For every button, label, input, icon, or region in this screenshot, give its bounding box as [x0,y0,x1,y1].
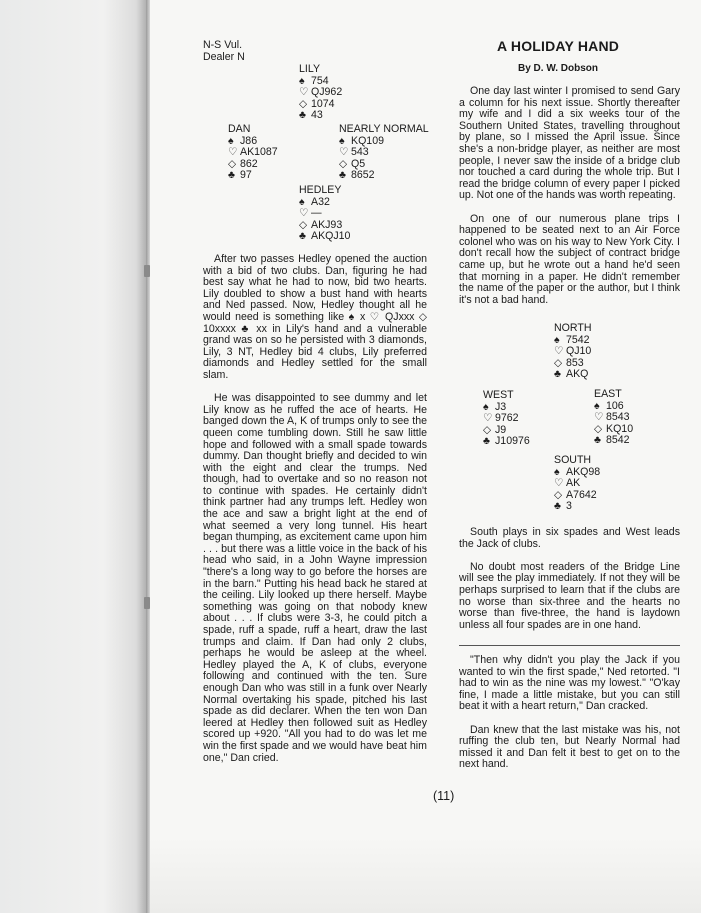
club-icon: ♣ [594,434,601,447]
byline: By D. W. Dobson [518,63,598,74]
diamond-holding: 862 [240,157,258,170]
spade-holding: 7542 [566,333,590,346]
heart-icon: ♡ [228,146,238,159]
club-icon: ♣ [339,169,346,182]
diamond-holding: A7642 [566,488,597,501]
spade-holding: AKQ98 [566,465,601,478]
heart-holding: QJ962 [311,86,343,99]
club-holding: 8652 [351,169,375,182]
player-name: LILY [299,63,321,75]
heart-icon: ♡ [483,412,493,425]
dealer: Dealer N [203,51,245,63]
player-name: NORTH [554,322,592,334]
spade-holding: A32 [311,195,330,208]
right-column-ending [459,655,680,783]
diamond-holding: J9 [495,423,507,436]
article-title: A HOLIDAY HAND [497,38,620,54]
heart-holding: AK1087 [240,146,278,159]
player-name: NEARLY NORMAL [339,123,429,135]
club-holding: AKQ [566,368,589,381]
hand1-east [339,124,429,182]
spade-holding: J3 [495,400,507,413]
diamond-icon: ◇ [339,157,348,170]
paragraph: He was disappointed to see dummy and let Lily know as he ruffed the ace of hearts. He banged down the A, K of trumps only to see the queen come tumbling down. Still he saw little hope and followed with a small spade towards dummy. Dan thought briefly and decided to win with the eight and clear the trumps. Ned though, had to overtake and so no reason not to continue with spades. He certainly didn't think partner had any trumps left. Hedley won the ace and saw a bright light at the end of what seemed a very long tunnel. His heart began thumping, as excitement came upon him . . . but there was a little voice in the back of his head who said, in a John Wayne impression "there's a long way to go before the horses are in the barn." Putting his head back he stared at the ceiling. Lily looked up there herself. Maybe something was going on that nobody knew about . . . If clubs were 3-3, he could pitch a spade, ruff a spade, ruff a heart, draw the last trumps and claim. If Dan had only 2 clubs, perhaps he would be asleep at the wheel. Hedley played the A, K of clubs, everyone following and continued with the ten. Sure enough Dan who was still in a funk over Nearly Normal overtaking his spade, pitched his last spade as did declarer. When the ten won Dan leered at Hedley then followed suit as Hedley scored up +920. "All you had to do was let me win the first spade and we would have beat him one," Dan cried. [203,392,427,764]
club-icon: ♣ [554,500,561,513]
diamond-icon: ◇ [299,218,308,231]
diamond-holding: AKJ93 [311,218,343,231]
diamond-icon: ◇ [299,97,308,110]
heart-holding: 543 [351,146,369,159]
right-column-intro [459,86,680,318]
club-icon: ♣ [483,435,490,448]
left-column [203,254,427,776]
spade-icon: ♠ [594,399,600,412]
hand2-east [594,389,633,447]
paragraph: "Then why didn't you play the Jack if you wanted to win the first spade," Ned retorted. "I had to win as the nine was my lowest." "O'kay fine, I made a little mistake, but you can still beat it with a heart return," Dan cracked. [459,654,680,713]
heart-icon: ♡ [299,207,309,220]
spade-icon: ♠ [228,134,234,147]
player-name: EAST [594,388,622,400]
right-column-analysis [459,527,680,643]
diamond-holding: Q5 [351,157,366,170]
diamond-holding: 853 [566,356,584,369]
player-name: HEDLEY [299,184,342,196]
diamond-icon: ◇ [594,422,603,435]
paragraph: On one of our numerous plane trips I happened to be seated next to an Air Force colonel who was on his way to New York City. I don't recall how the subject of contract bridge came up, but he wrote out a hand he'd seen that morning in a paper. He didn't remember the name of the paper or the author, but I think it's not a bad hand. [459,212,680,306]
spade-icon: ♠ [483,400,489,413]
club-icon: ♣ [299,109,306,122]
paragraph: After two passes Hedley opened the auction with a bid of two clubs. Dan, figuring he had best say what he had to now, bid two hearts. Lily doubled to show a bust hand with hearts and Ned passed. Now, Hedley thought all he would need is something like ♠ x ♡ QJxxx ◇ 10xxxx ♣ xx in Lily's hand and a vulnerable grand was on so he persisted with 3 diamonds, Lily, 3 NT, Hedley bid 4 clubs, Lily preferred diamonds and Hedley settled for the small slam. [203,253,427,381]
hand1-north [299,64,342,122]
club-icon: ♣ [228,169,235,182]
diamond-icon: ◇ [483,423,492,436]
club-holding: 8542 [606,434,630,447]
hand2-north [554,323,591,381]
hand1-west [228,124,278,182]
heart-holding: QJ10 [566,345,592,358]
heart-holding: — [311,207,322,220]
club-holding: 43 [311,109,323,122]
spade-icon: ♠ [554,333,560,346]
spade-icon: ♠ [299,195,305,208]
vulnerability: N-S Vul. [203,39,243,51]
heart-icon: ♡ [554,477,564,490]
section-divider [459,645,680,646]
paragraph: South plays in six spades and West leads the Jack of clubs. [459,526,680,550]
heart-icon: ♡ [554,345,564,358]
heart-holding: 8543 [606,411,630,424]
club-icon: ♣ [554,368,561,381]
diamond-icon: ◇ [554,356,563,369]
spade-holding: 106 [606,399,624,412]
spade-holding: J86 [240,134,258,147]
club-icon: ♣ [299,230,306,243]
spade-icon: ♠ [299,74,305,87]
spade-icon: ♠ [554,465,560,478]
hand2-west [483,390,530,448]
player-name: DAN [228,123,251,135]
heart-icon: ♡ [299,86,309,99]
left-page-margin [0,0,148,913]
paragraph: No doubt most readers of the Bridge Line will see the play immediately. If not they will be perhaps surprised to learn that if the clubs are no worse than six-three and the hearts no worse than five-three, the hand is laydown unless all four spades are in one hand. [459,560,680,631]
heart-holding: 9762 [495,412,519,425]
player-name: WEST [483,389,514,401]
paragraph: One day last winter I promised to send Gary a column for his next issue. Shortly thereafter my wife and I did a six weeks tour of the Southern United States, travelling throughout by plane, so I missed the April issue. Since she's a non-bridge player, as neither are most people, I never saw the inside of a bridge club nor touched a card during the whole trip. But I read the bridge column of every paper I picked up. Not one of the hands was worth repeating. [459,85,680,202]
hand1-south [299,185,350,243]
spade-holding: 754 [311,74,329,87]
diamond-holding: 1074 [311,97,335,110]
page-shadow [150,838,701,913]
heart-icon: ♡ [594,411,604,424]
club-holding: 97 [240,169,252,182]
spade-icon: ♠ [339,134,345,147]
club-holding: 3 [566,500,572,513]
player-name: SOUTH [554,454,592,466]
hand2-south [554,455,600,513]
heart-holding: AK [566,477,581,490]
paragraph: Dan knew that the last mistake was his, not ruffing the club ten, but Nearly Normal had missed it and Dan felt it best to get on to the next hand. [459,723,680,771]
club-holding: AKQJ10 [311,230,351,243]
diamond-icon: ◇ [228,157,237,170]
heart-icon: ♡ [339,146,349,159]
spade-holding: KQ109 [351,134,384,147]
club-holding: J10976 [495,435,530,448]
page-number: (11) [433,789,455,803]
diamond-icon: ◇ [554,488,563,501]
diamond-holding: KQ10 [606,422,634,435]
